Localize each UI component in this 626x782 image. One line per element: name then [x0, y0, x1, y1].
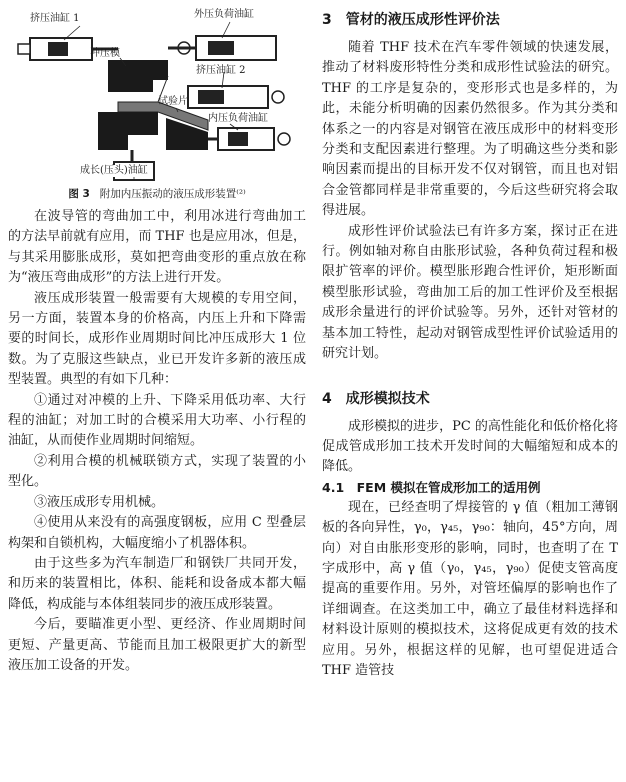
upper-die: [108, 60, 168, 92]
list-item: ③液压成形专用机械。: [34, 494, 165, 510]
label-cylinder-2: 挤压油缸 2: [196, 65, 246, 76]
list-item: ①通过对冲模的上升、下降采用低功率、大行程的油缸；对加工时的合模采用大功率、小行程的油缸，从而使作业周期时间缩短。: [8, 392, 306, 449]
lower-die-left: [98, 112, 158, 150]
hydroforming-apparatus-diagram: [8, 0, 306, 185]
figure-caption: [8, 187, 306, 201]
right-paragraph-1: 随着 THF 技术在汽车零件领域的快速发展，推动了材料废形特性分类和成形性试验法的研究。THF 的工序是复杂的，变形形式也是多样的，为此，未能分析明确的因素仍然很多。作为其分类和体系之一的内容是对钢管在液压成形中的材料变形分类和支配因素进行整理。为了明确这些分类和影响因素而提出的目标开发不仅对钢管，而且也对铝合金管都同样是非常重要的，今后这些研究将会取得进展。: [322, 40, 618, 219]
figure-number: 图 3: [68, 188, 90, 200]
label-outer-cylinder: 外压负荷油缸: [194, 9, 254, 20]
left-paragraph-3: 由于这些多为汽车制造厂和钢铁厂共同开发，和历来的装置相比，体积、能耗和设备成本都大幅降低，构成能与本体组装同步的液压成形装置。: [8, 555, 306, 612]
right-paragraph-2: 成形性评价试验法已有许多方案，探讨正在进行。例如轴对称自由胀形试验，各种负荷过程和极限扩管率的评价。模型胀形跑合性评价，矩形断面模型胀形试验，弯曲加工后的加工性评价及至根据成形余量进行的评价试验等。另外，还针对管材的基本加工特性，起动对钢管成型性评价试验适用的研究计划。: [322, 223, 618, 362]
section-4-1-heading: 4.1 FEM 模拟在管成形加工的适用例: [322, 479, 541, 495]
right-paragraph-4: 现在，已经查明了焊接管的 γ 值（粗加工薄钢板的各向异性，γ₀，γ₄₅，γ₉₀：轴向，45°方向，周向）对自由胀形变形的影响，同时，也查明了在 T 字成形中，高 γ 值（γ₀，γ₄₅，γ₉₀）促使支管高度提高的重要作用。另外，对管坯偏厚的影响也作了详细调查。在这类加工中，确立了最佳材料选择和材料设计原则的模拟技术，这将促成更有效的技术应用。另外，根据这样的见解，也可望促进适合 THF 造管技: [322, 499, 618, 678]
left-paragraph-4: 今后，要瞄准更小型、更经济、作业周期时间更短、产量更高、节能而且加工极限更扩大的新型液压加工设备的开发。: [8, 617, 306, 673]
section-4-heading: 4 成形模拟技术: [322, 390, 430, 407]
device-list: [8, 391, 306, 554]
left-paragraph-2: 液压成形装置一般需要有大规模的专用空间，另一方面，装置本身的价格高，内压上升和下降需要的时间长，成形作业周期时间比冲压成形大 1 位数。为了克服这些缺点，业已开发许多新的液压成型装置。典型的有如下几种：: [8, 290, 306, 388]
list-item: ②利用合模的机械联锁方式，实现了装置的小型化。: [8, 453, 306, 490]
right-paragraph-3: 成形模拟的进步，PC 的高性能化和低价格化将促成管成形加工技术开发时间的大幅缩短和成本的降低。: [322, 418, 618, 475]
figure-caption-text: 附加内压振动的液压成形装置⁽²⁾: [99, 188, 246, 200]
label-specimen: 试验片: [158, 96, 188, 107]
label-die: 冲压模: [90, 48, 120, 59]
label-growth-cylinder: 成长(压头)油缸: [80, 165, 148, 176]
left-column: [8, 0, 306, 676]
section-3-heading: 3 管材的液压成形性评价法: [322, 12, 500, 28]
label-inner-cylinder: 内压负荷油缸: [208, 113, 268, 124]
left-paragraph-1: 在波导管的弯曲加工中，利用冰进行弯曲加工的方法早前就有应用，而 THF 也是应用冰，但是，与其采用膨胀成形，莫如把弯曲变形的重点放在称为“液压弯曲成形”的方法上进行开发。: [8, 209, 306, 286]
label-cylinder-1: 挤压油缸 1: [30, 13, 80, 24]
right-column: [322, 0, 618, 681]
list-item: ④使用从来没有的高强度钢板，应用 C 型叠层构架和自锁机构，大幅度缩小了机器体积。: [8, 515, 306, 551]
figure-3: [8, 0, 306, 185]
